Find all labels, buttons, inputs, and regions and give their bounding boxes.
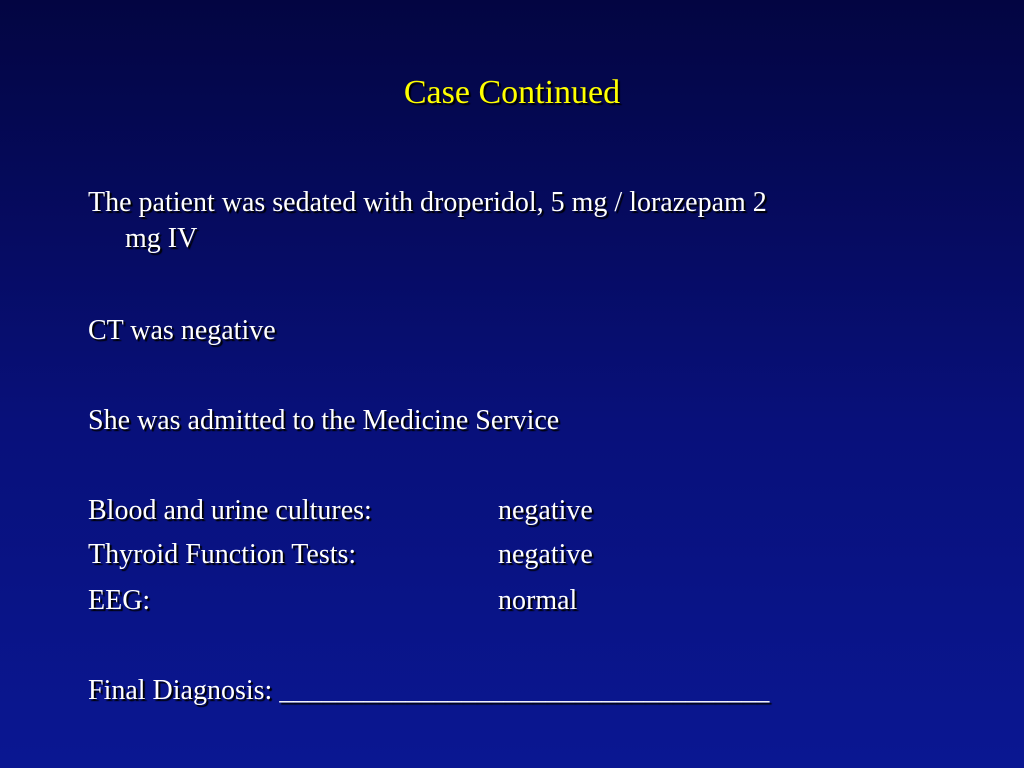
result-value: negative	[498, 495, 593, 526]
ct-result-line: CT was negative	[88, 315, 276, 346]
result-label: EEG:	[88, 585, 151, 616]
admission-line: She was admitted to the Medicine Service	[88, 405, 560, 436]
result-value: normal	[498, 585, 578, 616]
sedation-line-continued: mg IV	[125, 223, 198, 254]
sedation-line: The patient was sedated with droperidol, 5 mg / lorazepam 2	[88, 187, 767, 218]
result-value: negative	[498, 539, 593, 570]
slide-title: Case Continued	[403, 74, 621, 111]
final-diagnosis-line: Final Diagnosis: ___________________________________	[88, 675, 770, 706]
result-label: Blood and urine cultures:	[88, 495, 372, 526]
result-label: Thyroid Function Tests:	[88, 539, 357, 570]
